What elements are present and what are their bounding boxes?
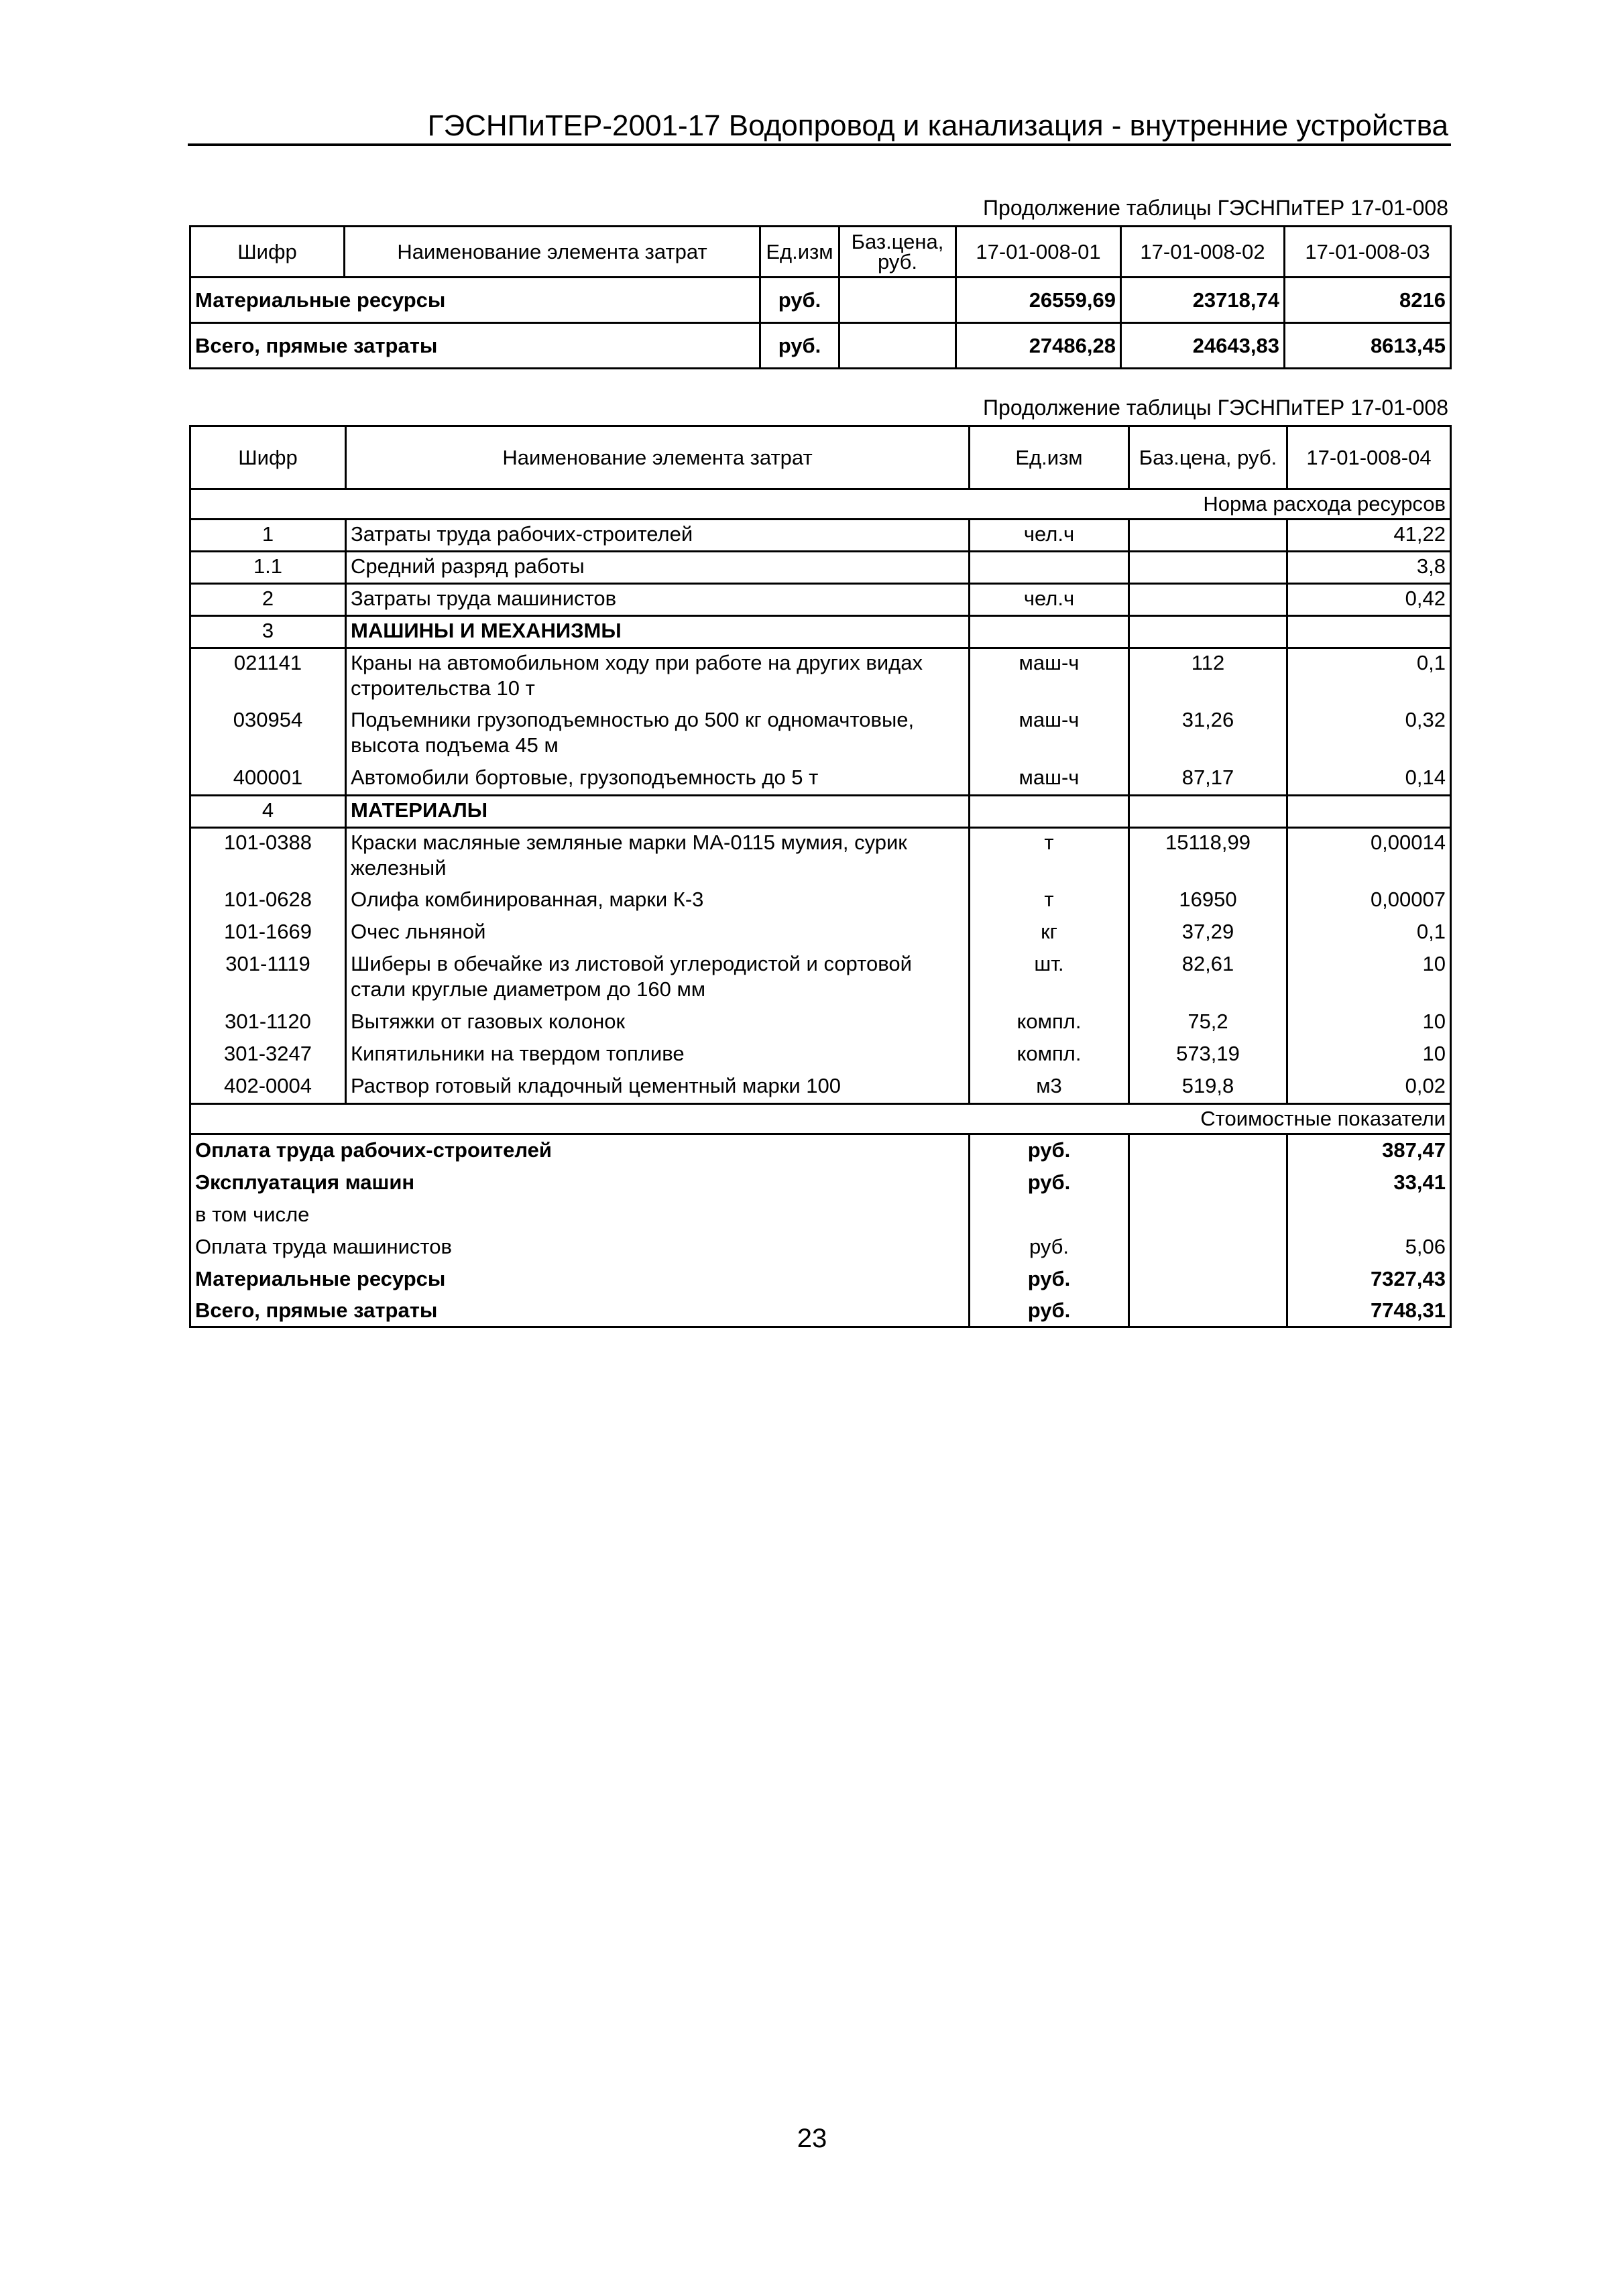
- col-header-unit: Ед.изм: [970, 426, 1129, 489]
- row-value: 0,14: [1287, 764, 1451, 796]
- col-header-code: Шифр: [190, 227, 345, 278]
- cost-row-value: 5,06: [1287, 1231, 1451, 1263]
- row-value: [1287, 616, 1451, 648]
- row-v2: 24643,83: [1121, 323, 1285, 369]
- row-name: Затраты труда рабочих-строителей: [346, 520, 970, 552]
- row-code: 1: [190, 520, 346, 552]
- table-row: [190, 616, 1451, 648]
- row-code: 301-1120: [190, 1008, 346, 1040]
- row-unit: маш-ч: [970, 706, 1129, 764]
- row-name: Шиберы в обечайке из листовой углеродистой и сортовой стали круглые диаметром до 160 мм: [346, 950, 970, 1008]
- row-value: 0,02: [1287, 1072, 1451, 1104]
- cost-row-name: в том числе: [190, 1199, 970, 1231]
- row-price: 87,17: [1129, 764, 1287, 796]
- row-name: Затраты труда машинистов: [346, 584, 970, 616]
- row-code: 301-1119: [190, 950, 346, 1008]
- row-price: [1129, 616, 1287, 648]
- table-row: [190, 886, 1451, 918]
- cost-row-price: [1129, 1295, 1287, 1327]
- table-row: [190, 552, 1451, 584]
- row-value: 0,1: [1287, 918, 1451, 950]
- row-price: 16950: [1129, 886, 1287, 918]
- page-number: 23: [797, 2124, 827, 2153]
- cost-summary-table: [189, 225, 1452, 369]
- row-name: МАШИНЫ И МЕХАНИЗМЫ: [346, 616, 970, 648]
- row-name: Автомобили бортовые, грузоподъемность до 5 т: [346, 764, 970, 796]
- row-code: 402-0004: [190, 1072, 346, 1104]
- row-name: Краны на автомобильном ходу при работе на других видах строительства 10 т: [346, 648, 970, 706]
- row-price: 82,61: [1129, 950, 1287, 1008]
- row-name: Олифа комбинированная, марки К-3: [346, 886, 970, 918]
- row-code: 101-1669: [190, 918, 346, 950]
- cost-row-value: 33,41: [1287, 1166, 1451, 1199]
- cost-row-name: Всего, прямые затраты: [190, 1295, 970, 1327]
- cost-row-price: [1129, 1231, 1287, 1263]
- table-row: [190, 1040, 1451, 1072]
- table-row: [190, 1263, 1451, 1295]
- row-unit: [970, 616, 1129, 648]
- table-row: [190, 323, 1451, 369]
- col-header-code: Шифр: [190, 426, 346, 489]
- table-row: [190, 1295, 1451, 1327]
- col-header-008-03: 17-01-008-03: [1285, 227, 1451, 278]
- row-price: 15118,99: [1129, 828, 1287, 886]
- row-name: Материальные ресурсы: [190, 278, 760, 323]
- table-row: [190, 1008, 1451, 1040]
- row-v1: 27486,28: [956, 323, 1121, 369]
- row-price: 37,29: [1129, 918, 1287, 950]
- cost-row-unit: руб.: [970, 1134, 1129, 1166]
- row-name: Краски масляные земляные марки МА-0115 мумия, сурик железный: [346, 828, 970, 886]
- table-row: [190, 278, 1451, 323]
- row-unit: руб.: [760, 323, 839, 369]
- cost-row-name: Оплата труда машинистов: [190, 1231, 970, 1263]
- row-name: Средний разряд работы: [346, 552, 970, 584]
- row-unit: кг: [970, 918, 1129, 950]
- row-price: [1129, 552, 1287, 584]
- row-unit: шт.: [970, 950, 1129, 1008]
- row-name: Очес льняной: [346, 918, 970, 950]
- row-unit: [970, 552, 1129, 584]
- col-header-price: Баз.цена, руб.: [839, 227, 956, 278]
- cost-row-price: [1129, 1134, 1287, 1166]
- row-price: 75,2: [1129, 1008, 1287, 1040]
- col-header-price: Баз.цена, руб.: [1129, 426, 1287, 489]
- row-value: 10: [1287, 1040, 1451, 1072]
- table-row: [190, 1199, 1451, 1231]
- row-unit: чел.ч: [970, 584, 1129, 616]
- row-value: 10: [1287, 950, 1451, 1008]
- table2-header-row: [190, 426, 1451, 489]
- cost-row-value: 387,47: [1287, 1134, 1451, 1166]
- row-price: [839, 278, 956, 323]
- table2-continuation: Продолжение таблицы ГЭСНПиТЕР 17-01-008: [983, 396, 1448, 420]
- row-code: 2: [190, 584, 346, 616]
- cost-row-unit: руб.: [970, 1295, 1129, 1327]
- row-name: Вытяжки от газовых колонок: [346, 1008, 970, 1040]
- cost-row-value: 7327,43: [1287, 1263, 1451, 1295]
- table1-continuation: Продолжение таблицы ГЭСНПиТЕР 17-01-008: [983, 196, 1448, 220]
- cost-row-price: [1129, 1263, 1287, 1295]
- row-code: 101-0628: [190, 886, 346, 918]
- table-row: [190, 1231, 1451, 1263]
- table-row: [190, 1134, 1451, 1166]
- row-value: 3,8: [1287, 552, 1451, 584]
- row-price: 519,8: [1129, 1072, 1287, 1104]
- col-header-008-01: 17-01-008-01: [956, 227, 1121, 278]
- row-code: 101-0388: [190, 828, 346, 886]
- cost-row-unit: руб.: [970, 1166, 1129, 1199]
- row-name: Кипятильники на твердом топливе: [346, 1040, 970, 1072]
- row-name: Подъемники грузоподъемностью до 500 кг одномачтовые, высота подъема 45 м: [346, 706, 970, 764]
- row-value: 41,22: [1287, 520, 1451, 552]
- row-price: [839, 323, 956, 369]
- row-name: Всего, прямые затраты: [190, 323, 760, 369]
- row-price: [1129, 520, 1287, 552]
- cost-caption-row: [190, 1104, 1451, 1134]
- row-code: 4: [190, 796, 346, 828]
- table-row: [190, 796, 1451, 828]
- row-unit: т: [970, 828, 1129, 886]
- row-v2: 23718,74: [1121, 278, 1285, 323]
- table-row: [190, 1072, 1451, 1104]
- cost-row-value: 7748,31: [1287, 1295, 1451, 1327]
- row-price: [1129, 796, 1287, 828]
- norm-caption: Норма расхода ресурсов: [190, 489, 1451, 520]
- cost-row-name: Материальные ресурсы: [190, 1263, 970, 1295]
- col-header-008-02: 17-01-008-02: [1121, 227, 1285, 278]
- row-v1: 26559,69: [956, 278, 1121, 323]
- row-price: 112: [1129, 648, 1287, 706]
- col-header-008-04: 17-01-008-04: [1287, 426, 1451, 489]
- table-row: [190, 648, 1451, 706]
- table-row: [190, 706, 1451, 764]
- col-header-unit: Ед.изм: [760, 227, 839, 278]
- row-unit: [970, 796, 1129, 828]
- row-v3: 8216: [1285, 278, 1451, 323]
- cost-row-price: [1129, 1199, 1287, 1231]
- cost-row-unit: руб.: [970, 1263, 1129, 1295]
- cost-row-name: Эксплуатация машин: [190, 1166, 970, 1199]
- cost-row-value: [1287, 1199, 1451, 1231]
- row-code: 301-3247: [190, 1040, 346, 1072]
- cost-row-unit: [970, 1199, 1129, 1231]
- row-unit: чел.ч: [970, 520, 1129, 552]
- table-row: [190, 950, 1451, 1008]
- table-row: [190, 918, 1451, 950]
- row-price: [1129, 584, 1287, 616]
- resources-table: [189, 425, 1452, 1328]
- row-price: 573,19: [1129, 1040, 1287, 1072]
- col-header-name: Наименование элемента затрат: [345, 227, 760, 278]
- row-code: 021141: [190, 648, 346, 706]
- table-row: [190, 1166, 1451, 1199]
- row-unit: руб.: [760, 278, 839, 323]
- norm-caption-row: [190, 489, 1451, 520]
- table1-header-row: [190, 227, 1451, 278]
- row-unit: компл.: [970, 1008, 1129, 1040]
- table-row: [190, 764, 1451, 796]
- row-price: 31,26: [1129, 706, 1287, 764]
- row-code: 400001: [190, 764, 346, 796]
- cost-row-price: [1129, 1166, 1287, 1199]
- row-code: 3: [190, 616, 346, 648]
- table-row: [190, 828, 1451, 886]
- row-code: 030954: [190, 706, 346, 764]
- row-value: 0,00014: [1287, 828, 1451, 886]
- row-unit: м3: [970, 1072, 1129, 1104]
- header-rule: [188, 143, 1451, 146]
- row-name: МАТЕРИАЛЫ: [346, 796, 970, 828]
- row-unit: т: [970, 886, 1129, 918]
- table-row: [190, 520, 1451, 552]
- cost-row-unit: руб.: [970, 1231, 1129, 1263]
- row-value: 0,1: [1287, 648, 1451, 706]
- row-unit: маш-ч: [970, 764, 1129, 796]
- row-value: 0,00007: [1287, 886, 1451, 918]
- page-header: ГЭСНПиТЕР-2001-17 Водопровод и канализация - внутренние устройства: [427, 109, 1448, 142]
- row-unit: маш-ч: [970, 648, 1129, 706]
- cost-caption: Стоимостные показатели: [190, 1104, 1451, 1134]
- row-value: 0,42: [1287, 584, 1451, 616]
- row-name: Раствор готовый кладочный цементный марки 100: [346, 1072, 970, 1104]
- cost-row-name: Оплата труда рабочих-строителей: [190, 1134, 970, 1166]
- row-value: 0,32: [1287, 706, 1451, 764]
- table-row: [190, 584, 1451, 616]
- row-value: [1287, 796, 1451, 828]
- row-v3: 8613,45: [1285, 323, 1451, 369]
- row-value: 10: [1287, 1008, 1451, 1040]
- row-unit: компл.: [970, 1040, 1129, 1072]
- col-header-name: Наименование элемента затрат: [346, 426, 970, 489]
- row-code: 1.1: [190, 552, 346, 584]
